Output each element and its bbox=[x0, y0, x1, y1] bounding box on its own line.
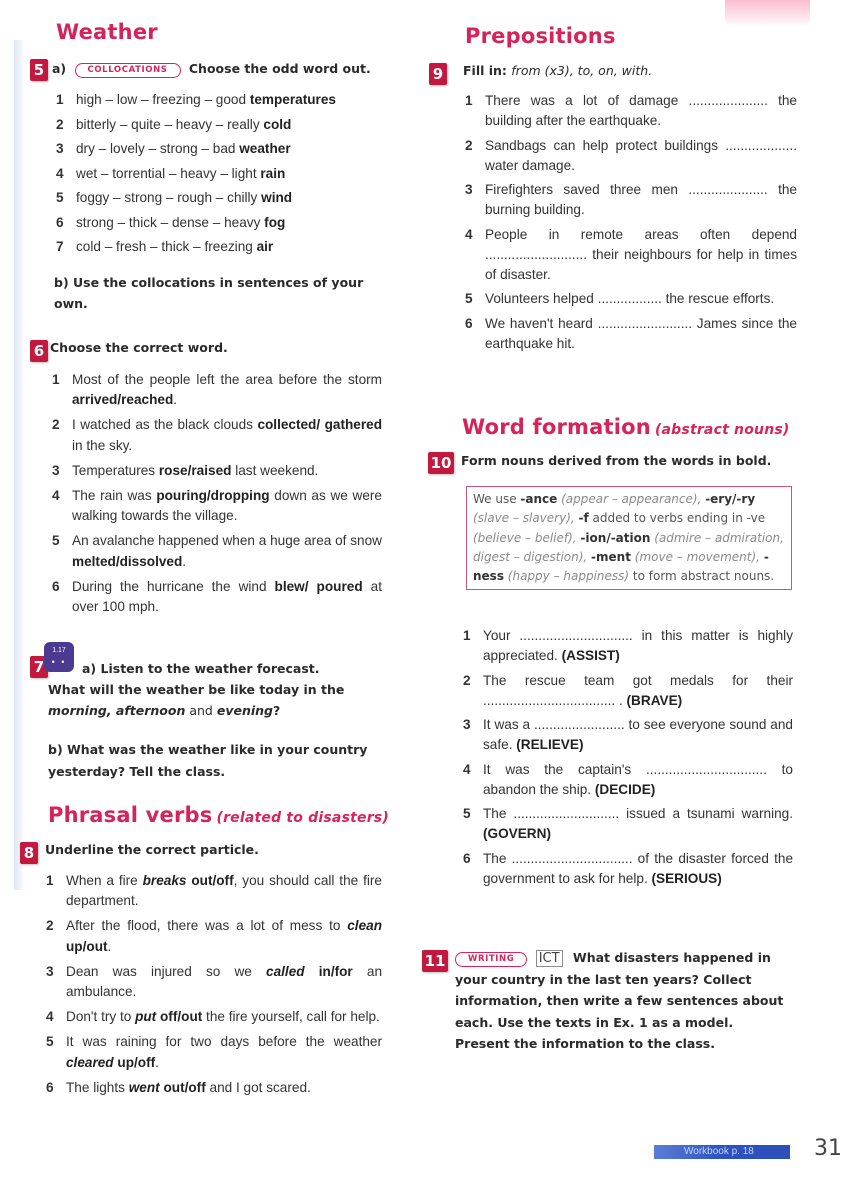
list-item: 6 We haven't heard ......................... James since the earthquake hit. bbox=[465, 315, 797, 351]
list-item: 2 I watched as the black clouds collected/ gathered in the sky. bbox=[52, 417, 383, 453]
exercise-6-instruction: Choose the correct word. bbox=[50, 340, 228, 355]
list-item: 2 The rescue team got medals for their ................................... . (BRAVE) bbox=[463, 672, 793, 708]
exercise-8-instruction: Underline the correct particle. bbox=[45, 842, 259, 857]
list-item: 3 Firefighters saved three men ..................... the burning building. bbox=[465, 182, 797, 217]
exercise-5b-instruction: b) Use the collocations in sentences of your own. bbox=[54, 275, 364, 311]
exercise-9-instruction: Fill in: from (x3), to, on, with. bbox=[463, 63, 653, 78]
list-item: 4 Don't try to put off/out the fire yourself, call for help. bbox=[46, 1009, 380, 1025]
exercise-11-instruction: WRITING ICT What disasters happened in your country in the last ten years? Collect information, then write a few sentences about each. Use the texts in Ex. 1 as a model. Present the information to the class. bbox=[455, 950, 784, 1051]
list-item: 1 Your .............................. in this matter is highly appreciated. (ASSIST) bbox=[463, 628, 793, 663]
grammar-rule-box: We use -ance (appear – appearance), -ery/-ry (slave – slavery), -f added to verbs ending in -ve (believe – belief), -ion/-ation (admire – admiration, digest – digestion), -ment (move – movement), -ness (happy – happiness) to form abstract nouns. bbox=[466, 486, 792, 590]
list-item: 4 People in remote areas often depend ........................... their neighbours for help in times of disaster. bbox=[465, 226, 797, 282]
list-item: 2 After the flood, there was a lot of mess to clean up/out. bbox=[46, 918, 382, 954]
list-item: 5 It was raining for two days before the weather cleared up/off. bbox=[46, 1034, 382, 1070]
list-item: 1 When a fire breaks out/off, you should call the fire department. bbox=[46, 873, 382, 909]
exercise-7-number: 7 bbox=[30, 656, 48, 678]
list-item: 3 dry – lovely – strong – bad weather bbox=[56, 141, 291, 156]
instruction-text: Choose the odd word out. bbox=[188, 61, 371, 76]
list-item: 6 strong – thick – dense – heavy fog bbox=[56, 214, 286, 230]
list-item: 5 An avalanche happened when a huge area of snow melted/dissolved. bbox=[52, 533, 382, 569]
list-item: 1 high – low – freezing – good temperatures bbox=[56, 92, 336, 107]
list-item: 2 bitterly – quite – heavy – really cold bbox=[56, 116, 292, 132]
exercise-8-number: 8 bbox=[20, 842, 38, 864]
list-item: 5 The ............................ issued a tsunami warning. (GOVERN) bbox=[463, 806, 793, 841]
exercise-8-list bbox=[46, 871, 382, 1103]
list-item: 6 The lights went out/off and I got scared. bbox=[46, 1079, 311, 1095]
workbook-reference-tab: Workbook p. 18 bbox=[654, 1145, 790, 1159]
exercise-5-instruction bbox=[52, 58, 412, 79]
exercise-6-number: 6 bbox=[30, 340, 48, 362]
ict-tag: ICT bbox=[536, 950, 563, 967]
weather-heading: Weather bbox=[56, 20, 158, 44]
page-number: 31 bbox=[814, 1136, 842, 1161]
list-item: 1 There was a lot of damage ..................... the building after the earthquake. bbox=[465, 93, 797, 128]
exercise-9-number: 9 bbox=[429, 63, 447, 85]
exercise-7b-instruction: b) What was the weather like in your country yesterday? Tell the class. bbox=[48, 742, 368, 779]
list-item: 4 It was the captain's ................................ to abandon the ship. (DECIDE) bbox=[463, 761, 793, 797]
top-color-tab bbox=[725, 0, 810, 26]
list-item: 6 The ................................ of the disaster forced the government to ask for help. (SERIOUS) bbox=[463, 850, 793, 886]
exercise-10-list bbox=[463, 626, 793, 893]
exercise-6-list bbox=[52, 370, 382, 622]
list-item: 7 cold – fresh – thick – freezing air bbox=[56, 239, 274, 254]
list-item: 3 It was a ........................ to see everyone sound and safe. (RELIEVE) bbox=[463, 717, 793, 752]
list-item: 5 foggy – strong – rough – chilly wind bbox=[56, 190, 293, 205]
page-edge-strip bbox=[14, 40, 24, 890]
list-item: 4 wet – torrential – heavy – light rain bbox=[56, 165, 286, 181]
exercise-5-number: 5 bbox=[30, 59, 48, 81]
list-item: 6 During the hurricane the wind blew/ poured at over 100 mph. bbox=[52, 578, 382, 614]
list-item: 4 The rain was pouring/dropping down as we were walking towards the village. bbox=[52, 487, 382, 524]
exercise-9-list bbox=[465, 91, 797, 358]
prepositions-heading: Prepositions bbox=[465, 24, 616, 48]
phrasal-verbs-heading: Phrasal verbs (related to disasters) bbox=[48, 803, 389, 827]
list-item: 1 Most of the people left the area before the storm arrived/reached. bbox=[52, 372, 382, 408]
exercise-5-list bbox=[56, 90, 386, 262]
word-formation-heading: Word formation (abstract nouns) bbox=[462, 415, 790, 439]
list-item: 3 Temperatures rose/raised last weekend. bbox=[52, 462, 319, 478]
exercise-7-instruction: a) Listen to the weather forecast. What will the weather be like today in the morning, afternoon and evening? bbox=[48, 661, 345, 718]
exercise-10-number: 10 bbox=[428, 452, 454, 474]
list-item: 3 Dean was injured so we called in/for an ambulance. bbox=[46, 963, 382, 1000]
list-item: 5 Volunteers helped ................. the rescue efforts. bbox=[465, 291, 775, 306]
list-item: 2 Sandbags can help protect buildings ................... water damage. bbox=[465, 137, 797, 173]
exercise-11-number: 11 bbox=[422, 950, 448, 972]
audio-cd-icon[interactable]: 1.17 • • bbox=[44, 642, 74, 672]
part-a-label: a) bbox=[52, 61, 67, 76]
exercise-10-instruction: Form nouns derived from the words in bold. bbox=[461, 453, 772, 468]
writing-tag: WRITING bbox=[455, 952, 527, 967]
collocations-tag: COLLOCATIONS bbox=[75, 63, 181, 78]
